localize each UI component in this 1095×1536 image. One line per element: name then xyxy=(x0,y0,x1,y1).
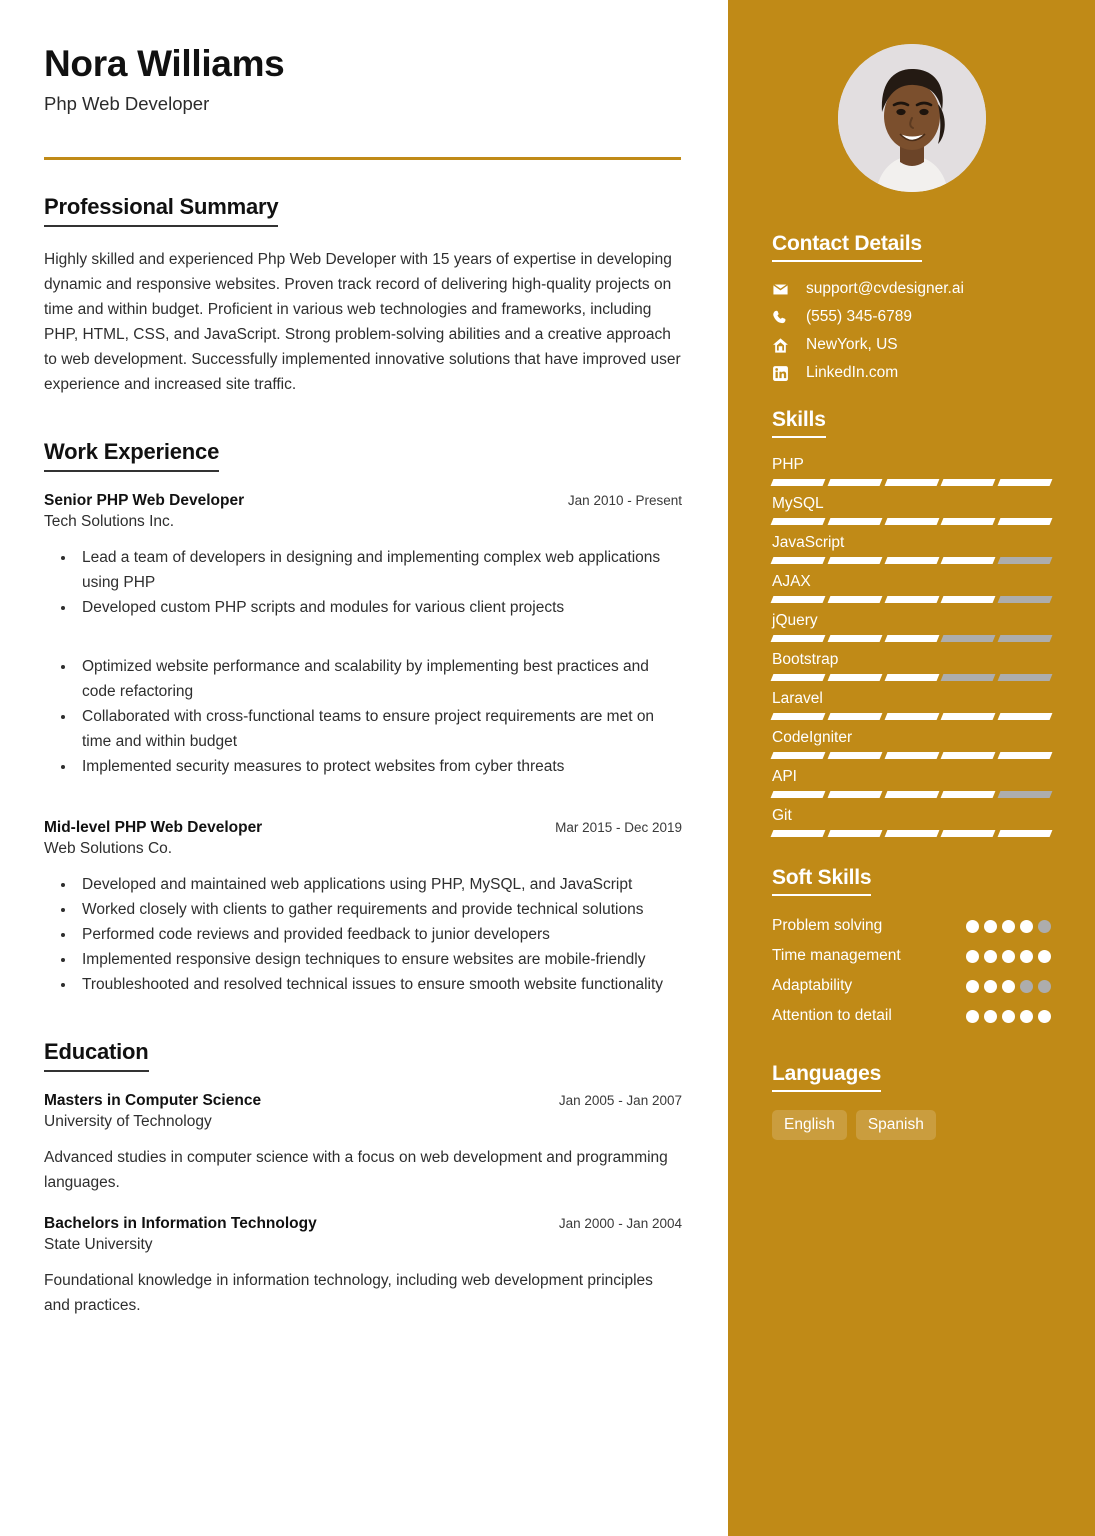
soft-skill-label: Attention to detail xyxy=(772,1007,892,1024)
list-item: • Optimized website performance and scalability by implementing best practices and code refactoring xyxy=(76,654,682,704)
skill-name: PHP xyxy=(772,456,804,473)
soft-skill-row xyxy=(772,914,1051,937)
sidebar-heading-languages: Languages xyxy=(772,1062,881,1092)
rating-dot xyxy=(1002,950,1015,963)
language-chip: English xyxy=(772,1110,847,1140)
rating-dot xyxy=(1020,950,1033,963)
sidebar-section-contact xyxy=(772,232,1051,382)
rating-dot xyxy=(1002,980,1015,993)
skill-bar-segment xyxy=(827,479,882,486)
skill-bar-segment xyxy=(771,830,826,837)
contact-value-phone: (555) 345-6789 xyxy=(806,308,912,325)
languages-list xyxy=(772,1110,1051,1140)
skill-level-bar xyxy=(772,752,1051,759)
experience-date: Mar 2015 - Dec 2019 xyxy=(555,819,682,835)
skill-bar-segment xyxy=(941,791,996,798)
education-header xyxy=(44,1092,682,1110)
list-item: • Performed code reviews and provided feedback to junior developers xyxy=(76,922,682,947)
rating-dot xyxy=(984,980,997,993)
list-item: • Worked closely with clients to gather requirements and provide technical solutions xyxy=(76,897,682,922)
list-item: • Developed custom PHP scripts and modules for various client projects xyxy=(76,595,682,620)
education-header xyxy=(44,1215,682,1233)
section-heading-work: Work Experience xyxy=(44,439,219,472)
rating-dot xyxy=(1002,920,1015,933)
education-description: Foundational knowledge in information technology, including web development principles and practices. xyxy=(44,1271,653,1314)
phone-icon xyxy=(772,309,796,326)
job-title: Php Web Developer xyxy=(44,92,210,114)
soft-skill-row xyxy=(772,1004,1051,1027)
skill-bar-segment xyxy=(827,752,882,759)
skill-bar-segment xyxy=(771,635,826,642)
experience-bullets-group-1 xyxy=(44,872,682,997)
skill-bar-segment xyxy=(941,713,996,720)
soft-skill-rating xyxy=(966,974,1051,993)
skill-bar-segment xyxy=(998,596,1053,603)
contact-value-location: NewYork, US xyxy=(806,336,898,353)
sidebar-heading-contact: Contact Details xyxy=(772,232,922,262)
skill-item xyxy=(772,573,1051,603)
skill-bar-segment xyxy=(827,557,882,564)
experience-company: Web Solutions Co. xyxy=(44,839,173,857)
education-item xyxy=(44,1092,682,1195)
skill-item xyxy=(772,768,1051,798)
rating-dot xyxy=(1038,920,1051,933)
skill-bar-segment xyxy=(771,596,826,603)
skill-bar-segment xyxy=(884,752,939,759)
skill-bar-segment xyxy=(998,479,1053,486)
envelope-icon xyxy=(772,281,796,298)
rating-dot xyxy=(966,920,979,933)
soft-skill-label: Adaptability xyxy=(772,977,853,994)
skill-name: Laravel xyxy=(772,690,823,707)
rating-dot xyxy=(984,1010,997,1023)
skill-bar-segment xyxy=(884,557,939,564)
skill-bar-segment xyxy=(998,635,1053,642)
soft-skills-list xyxy=(772,914,1051,1027)
skill-level-bar xyxy=(772,713,1051,720)
skill-bar-segment xyxy=(827,830,882,837)
education-date: Jan 2000 - Jan 2004 xyxy=(558,1215,682,1231)
experience-header xyxy=(44,492,682,510)
soft-skill-label: Time management xyxy=(772,947,901,964)
skill-level-bar xyxy=(772,830,1051,837)
skill-level-bar xyxy=(772,596,1051,603)
skill-bar-segment xyxy=(884,674,939,681)
experience-item xyxy=(44,492,682,779)
skill-item xyxy=(772,651,1051,681)
skill-item xyxy=(772,612,1051,642)
rating-dot xyxy=(1020,920,1033,933)
skills-list xyxy=(772,456,1051,837)
skill-bar-segment xyxy=(884,518,939,525)
soft-skill-rating xyxy=(966,1004,1051,1023)
rating-dot xyxy=(966,950,979,963)
experience-item xyxy=(44,819,682,997)
skill-bar-segment xyxy=(998,830,1053,837)
education-school: State University xyxy=(44,1235,153,1253)
education-date: Jan 2005 - Jan 2007 xyxy=(558,1092,682,1108)
skill-bar-segment xyxy=(998,518,1053,525)
list-item: • Implemented security measures to protect websites from cyber threats xyxy=(76,754,682,779)
skill-bar-segment xyxy=(941,479,996,486)
skill-bar-segment xyxy=(827,518,882,525)
page-title: Nora Williams xyxy=(44,43,285,84)
soft-skill-rating xyxy=(966,914,1051,933)
rating-dot xyxy=(966,980,979,993)
skill-bar-segment xyxy=(771,479,826,486)
contact-row-linkedin[interactable] xyxy=(772,364,1051,382)
education-degree: Bachelors in Information Technology xyxy=(44,1214,317,1232)
contact-row-phone[interactable] xyxy=(772,308,1051,326)
soft-skill-row xyxy=(772,944,1051,967)
skill-item xyxy=(772,456,1051,486)
sidebar-section-languages xyxy=(772,1062,1051,1140)
skill-bar-segment xyxy=(827,596,882,603)
language-chip: Spanish xyxy=(856,1110,936,1140)
section-heading-education: Education xyxy=(44,1039,149,1072)
experience-bullets-group-2 xyxy=(44,654,682,779)
experience-bullets-group-1 xyxy=(44,545,682,620)
sidebar-section-soft-skills xyxy=(772,866,1051,1027)
skill-level-bar xyxy=(772,674,1051,681)
skill-name: jQuery xyxy=(772,612,818,629)
rating-dot xyxy=(1038,1010,1051,1023)
skill-bar-segment xyxy=(827,674,882,681)
contact-row-location[interactable] xyxy=(772,336,1051,354)
experience-company: Tech Solutions Inc. xyxy=(44,512,175,530)
list-item: • Implemented responsive design techniques to ensure websites are mobile-friendly xyxy=(76,947,682,972)
contact-value-email: support@cvdesigner.ai xyxy=(806,280,964,297)
rating-dot xyxy=(1020,1010,1033,1023)
skill-bar-segment xyxy=(998,713,1053,720)
skill-bar-segment xyxy=(998,752,1053,759)
skill-bar-segment xyxy=(771,713,826,720)
education-school: University of Technology xyxy=(44,1112,212,1130)
section-professional-summary xyxy=(44,194,682,397)
sidebar-heading-soft-skills: Soft Skills xyxy=(772,866,871,896)
skill-bar-segment xyxy=(941,596,996,603)
skill-bar-segment xyxy=(941,830,996,837)
skill-bar-segment xyxy=(941,557,996,564)
skill-item xyxy=(772,690,1051,720)
list-item: • Lead a team of developers in designing and implementing complex web applications using PHP xyxy=(76,545,682,595)
skill-level-bar xyxy=(772,518,1051,525)
skill-name: Git xyxy=(772,807,792,824)
skill-name: MySQL xyxy=(772,495,824,512)
skill-name: AJAX xyxy=(772,573,811,590)
skill-bar-segment xyxy=(827,635,882,642)
skill-bar-segment xyxy=(884,596,939,603)
skill-name: API xyxy=(772,768,797,785)
soft-skill-label: Problem solving xyxy=(772,917,883,934)
experience-role: Senior PHP Web Developer xyxy=(44,491,245,509)
skill-level-bar xyxy=(772,479,1051,486)
rating-dot xyxy=(1038,980,1051,993)
summary-text: Highly skilled and experienced Php Web Developer with 15 years of expertise in developing dynamic and responsive websites. Proven track record of delivering high-quality projects on time and within budget. Proficient in various web technologies and frameworks, including PHP, HTML, CSS, and JavaScript. Strong problem-solving abilities and a creative approach to web development. Successfully implemented innovative solutions that have improved user experience and increased site traffic. xyxy=(44,250,681,393)
education-item xyxy=(44,1215,682,1318)
skill-bar-segment xyxy=(771,791,826,798)
education-degree: Masters in Computer Science xyxy=(44,1091,262,1109)
skill-bar-segment xyxy=(827,713,882,720)
experience-role: Mid-level PHP Web Developer xyxy=(44,818,263,836)
skill-item xyxy=(772,729,1051,759)
skill-bar-segment xyxy=(941,518,996,525)
sidebar-section-skills xyxy=(772,408,1051,837)
home-icon xyxy=(772,337,796,354)
skill-level-bar xyxy=(772,557,1051,564)
skill-bar-segment xyxy=(771,674,826,681)
contact-list xyxy=(772,280,1051,382)
skill-bar-segment xyxy=(771,557,826,564)
skill-bar-segment xyxy=(941,674,996,681)
profile-photo-icon xyxy=(838,44,986,192)
skill-bar-segment xyxy=(884,830,939,837)
rating-dot xyxy=(1020,980,1033,993)
section-heading-summary: Professional Summary xyxy=(44,194,278,227)
skill-bar-segment xyxy=(884,635,939,642)
section-education xyxy=(44,1039,682,1318)
skill-level-bar xyxy=(772,635,1051,642)
rating-dot xyxy=(984,950,997,963)
linkedin-icon xyxy=(772,365,796,382)
rating-dot xyxy=(984,920,997,933)
skill-item xyxy=(772,495,1051,525)
contact-value-linkedin: LinkedIn.com xyxy=(806,364,899,381)
skill-item xyxy=(772,534,1051,564)
skill-name: CodeIgniter xyxy=(772,729,853,746)
avatar-container xyxy=(772,44,1051,192)
skill-bar-segment xyxy=(884,791,939,798)
contact-row-email[interactable] xyxy=(772,280,1051,298)
header-divider xyxy=(44,157,681,160)
skill-name: JavaScript xyxy=(772,534,845,551)
rating-dot xyxy=(1002,1010,1015,1023)
soft-skill-row xyxy=(772,974,1051,997)
skill-bar-segment xyxy=(771,752,826,759)
experience-date: Jan 2010 - Present xyxy=(567,492,682,508)
skill-bar-segment xyxy=(827,791,882,798)
skill-bar-segment xyxy=(998,791,1053,798)
skill-item xyxy=(772,807,1051,837)
list-item: • Troubleshooted and resolved technical issues to ensure smooth website functionality xyxy=(76,972,682,997)
skill-bar-segment xyxy=(884,713,939,720)
skill-level-bar xyxy=(772,791,1051,798)
rating-dot xyxy=(966,1010,979,1023)
list-item: • Developed and maintained web applications using PHP, MySQL, and JavaScript xyxy=(76,872,682,897)
skill-name: Bootstrap xyxy=(772,651,839,668)
skill-bar-segment xyxy=(771,518,826,525)
header-block xyxy=(44,44,682,115)
skill-bar-segment xyxy=(998,674,1053,681)
rating-dot xyxy=(1038,950,1051,963)
skill-bar-segment xyxy=(884,479,939,486)
avatar xyxy=(838,44,986,192)
skill-bar-segment xyxy=(941,752,996,759)
soft-skill-rating xyxy=(966,944,1051,963)
list-item: • Collaborated with cross-functional teams to ensure project requirements are met on time and within budget xyxy=(76,704,682,754)
experience-header xyxy=(44,819,682,837)
sidebar-heading-skills: Skills xyxy=(772,408,826,438)
sidebar xyxy=(728,0,1095,1536)
skill-bar-segment xyxy=(941,635,996,642)
education-description: Advanced studies in computer science with a focus on web development and programming languages. xyxy=(44,1148,668,1191)
section-work-experience xyxy=(44,439,682,997)
skill-bar-segment xyxy=(998,557,1053,564)
